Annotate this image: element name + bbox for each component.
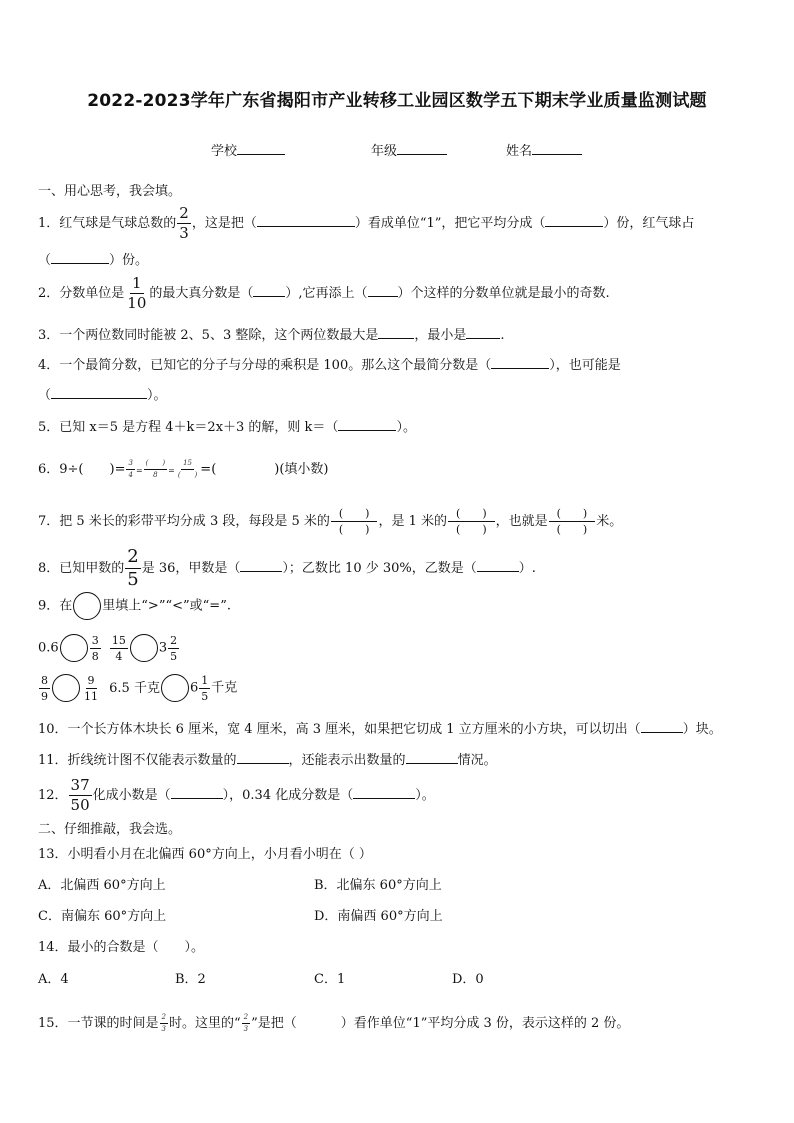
fraction: $\frac{2}{5}$ <box>127 546 139 590</box>
answer-blank[interactable] <box>51 386 147 399</box>
answer-blank[interactable] <box>253 284 285 297</box>
answer-blank[interactable] <box>466 326 500 339</box>
fraction: $\frac{3}{4}$ <box>128 459 133 479</box>
answer-blank[interactable] <box>545 214 603 227</box>
question-14: 14．最小的合数是（ ）。 <box>38 940 205 955</box>
answer-blank[interactable] <box>368 284 398 297</box>
fraction: $\frac{37}{50}$ <box>70 776 90 814</box>
section-2-heading: 二、仔细推敲，我会选。 <box>38 822 182 837</box>
school-field[interactable]: 学校 <box>211 140 285 159</box>
compare-circle <box>73 592 101 620</box>
answer-blank[interactable] <box>378 326 414 339</box>
compare-circle[interactable] <box>60 634 88 662</box>
answer-blank[interactable] <box>353 786 415 799</box>
question-7: 7．把 5 米长的彩带平均分成 3 段，每段是 5 米的 $\frac{( )}{( )}$ ，是 1 米的 $\frac{( )}{( )}$ ，也就是 $\frac{( )}{( )}$ 米。 <box>38 507 623 536</box>
question-15: 15．一节课的时间是 $\frac{2}{3}$ 时。这里的“ $\frac{2}{3}$ ”是把（ ）看作单位“1”平均分成 3 份，表示这样的 2 份。 <box>38 1013 630 1033</box>
fraction: $\frac{9}{11}$ <box>84 673 98 703</box>
answer-blank[interactable] <box>240 559 282 572</box>
answer-blank[interactable] <box>477 559 519 572</box>
question-13: 13．小明看小月在北偏西 60°方向上，小月看小明在（ ） <box>38 847 372 862</box>
q14-option-b[interactable]: B．2 <box>175 972 206 987</box>
compare-circle[interactable] <box>52 674 80 702</box>
q13-option-a[interactable]: A．北偏西 60°方向上 <box>38 878 166 893</box>
question-11: 11．折线统计图不仅能表示数量的 ，还能表示出数量的 情况。 <box>38 753 497 768</box>
q13-option-d[interactable]: D．南偏西 60°方向上 <box>314 909 443 924</box>
answer-blank[interactable] <box>406 751 458 764</box>
question-4-cont: （ ）。 <box>38 388 167 403</box>
question-3: 3．一个两位数同时能被 2、5、3 整除，这个两位数最大是 ，最小是 . <box>38 328 505 343</box>
answer-blank[interactable] <box>171 786 223 799</box>
question-5: 5．已知 x＝5 是方程 4＋k＝2x＋3 的解，则 k＝（ ）。 <box>38 420 416 435</box>
fraction: $\frac{2}{3}$ <box>161 1013 167 1033</box>
answer-blank[interactable] <box>237 751 289 764</box>
page-title: 2022-2023学年广东省揭阳市产业转移工业园区数学五下期末学业质量监测试题 <box>87 91 707 111</box>
fraction: $\frac{2}{5}$ <box>170 633 178 663</box>
q14-option-c[interactable]: C．1 <box>314 972 346 987</box>
question-10: 10．一个长方体木块长 6 厘米，宽 4 厘米，高 3 厘米，如果把它切成 1 立方厘米的小方块，可以切出（ ）块。 <box>38 722 722 737</box>
q13-option-c[interactable]: C．南偏东 60°方向上 <box>38 909 167 924</box>
question-6: 6．9÷( )= $\frac{3}{4}$ = $\frac{( )}{8}$ = $\frac{15}{( )}$ =( )(填小数) <box>38 459 329 479</box>
fraction: $\frac{3}{8}$ <box>91 633 99 663</box>
fraction: $\frac{15}{4}$ <box>111 633 126 663</box>
fraction: $\frac{15}{( )}$ <box>177 459 198 479</box>
grade-field[interactable]: 年级 <box>371 140 447 159</box>
name-field[interactable]: 姓名 <box>506 140 582 159</box>
fraction: $\frac{( )}{8}$ <box>145 459 166 479</box>
question-9-row-1: 0.6 $\frac{3}{8}$ $\frac{15}{4}$ 3 $\frac{2}{5}$ <box>38 633 178 663</box>
q13-option-b[interactable]: B．北偏东 60°方向上 <box>314 878 442 893</box>
question-1: 1．红气球是气球总数的 $\frac{2}{3}$ ，这是把（ ）看成单位“1”，把它平均分成（ ）份，红气球占 <box>38 204 695 242</box>
q14-option-a[interactable]: A．4 <box>38 972 69 987</box>
question-4: 4．一个最简分数，已知它的分子与分母的乘积是 100。那么这个最简分数是（ ），也可能是 <box>38 358 621 373</box>
answer-blank[interactable] <box>641 720 683 733</box>
blank-fraction[interactable]: $\frac{( )}{( )}$ <box>448 508 495 535</box>
fraction: $\frac{1}{10}$ <box>127 274 147 312</box>
answer-blank[interactable] <box>51 251 109 264</box>
fraction: $\frac{2}{3}$ <box>179 204 189 242</box>
compare-circle[interactable] <box>161 674 189 702</box>
answer-blank[interactable] <box>257 214 355 227</box>
fraction: $\frac{8}{9}$ <box>41 673 48 703</box>
answer-blank[interactable] <box>338 418 396 431</box>
blank-fraction[interactable]: $\frac{( )}{( )}$ <box>549 508 596 535</box>
compare-circle[interactable] <box>130 634 158 662</box>
question-1-cont: （ ）份。 <box>38 253 149 268</box>
q14-option-d[interactable]: D．0 <box>452 972 484 987</box>
question-2: 2．分数单位是 $\frac{1}{10}$ 的最大真分数是（ ）,它再添上（ ）个这样的分数单位就是最小的奇数. <box>38 274 610 312</box>
fraction: $\frac{2}{3}$ <box>243 1013 249 1033</box>
section-1-heading: 一、用心思考，我会填。 <box>38 184 182 199</box>
answer-blank[interactable] <box>491 356 549 369</box>
question-9: 9．在 里填上“>”“<”或“=”. <box>38 592 231 620</box>
question-8: 8．已知甲数的 $\frac{2}{5}$ 是 36，甲数是（ ）；乙数比 10 少 30%，乙数是（ ）. <box>38 546 536 590</box>
fraction: $\frac{1}{5}$ <box>201 673 209 703</box>
blank-fraction[interactable]: $\frac{( )}{( )}$ <box>331 508 378 535</box>
question-9-row-2: $\frac{8}{9}$ $\frac{9}{11}$ 6.5 千克 6 $\frac{1}{5}$ 千克 <box>41 673 238 703</box>
question-12: 12． $\frac{37}{50}$ 化成小数是（ ），0.34 化成分数是（ ）。 <box>38 776 435 814</box>
